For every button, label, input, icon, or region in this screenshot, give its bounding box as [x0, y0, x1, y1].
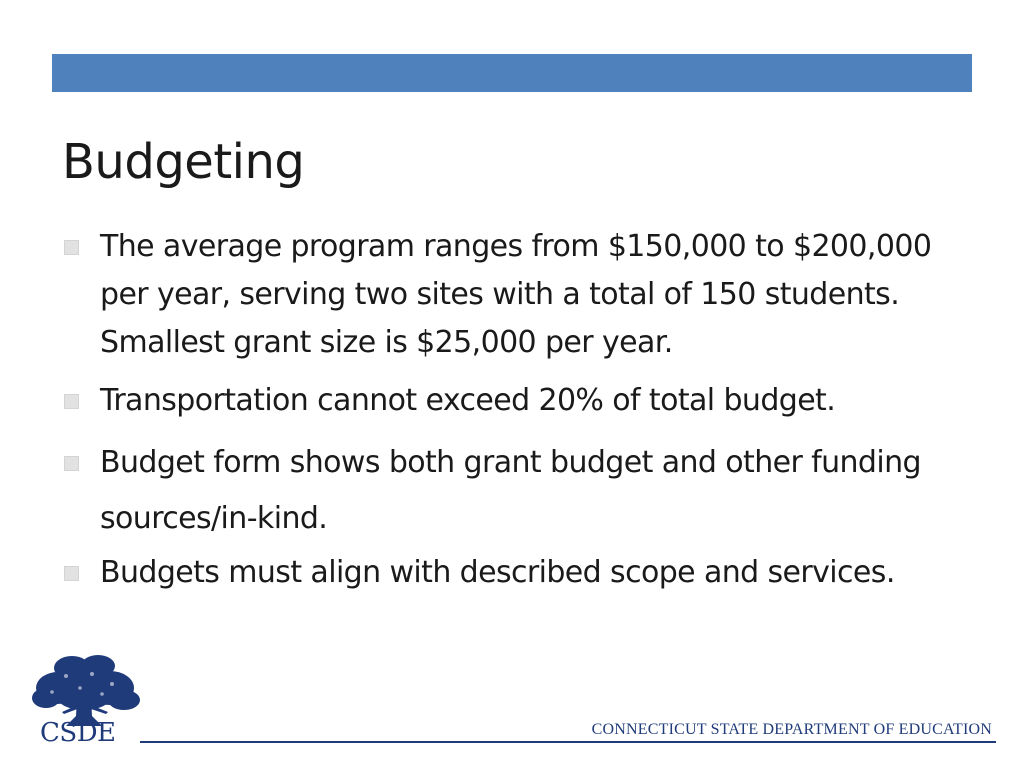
square-bullet-icon	[64, 456, 79, 471]
bullet-item	[60, 549, 980, 597]
header-accent-bar	[52, 54, 972, 92]
department-name: CONNECTICUT STATE DEPARTMENT OF EDUCATION	[591, 721, 992, 738]
bullet-item	[60, 435, 980, 547]
logo-wordmark: CSDE	[40, 718, 116, 748]
footer-divider	[140, 741, 996, 743]
square-bullet-icon	[64, 566, 79, 581]
slide-title: Budgeting	[62, 134, 305, 190]
bullet-list	[60, 223, 980, 607]
bullet-text: Transportation cannot exceed 20% of total budget.	[100, 383, 836, 418]
bullet-text: Budget form shows both grant budget and other funding sources/in-kind.	[100, 445, 921, 536]
bullet-text: The average program ranges from $150,000 to $200,000 per year, serving two sites with a total of 150 students. Smallest grant size is $25,000 per year.	[100, 229, 932, 360]
bullet-text: Budgets must align with described scope and services.	[100, 555, 895, 590]
bullet-item	[60, 377, 980, 425]
bullet-item	[60, 223, 980, 367]
square-bullet-icon	[64, 240, 79, 255]
square-bullet-icon	[64, 394, 79, 409]
